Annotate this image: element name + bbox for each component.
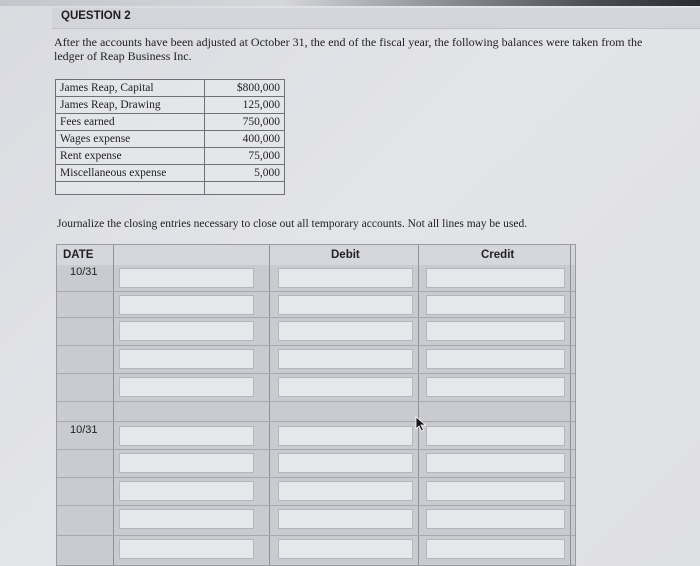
debit-field[interactable] (278, 509, 413, 529)
account-field[interactable] (119, 295, 254, 315)
question-header (52, 8, 700, 29)
account-field[interactable] (119, 268, 254, 288)
window-top-edge (0, 0, 700, 6)
balance-row-empty (56, 182, 285, 195)
entry-date: 10/31 (70, 266, 98, 278)
account-name: Miscellaneous expense (56, 165, 205, 182)
row-divider (57, 345, 575, 346)
account-name: Rent expense (56, 148, 205, 165)
account-field[interactable] (119, 453, 254, 473)
journal-entry-table (56, 244, 576, 566)
column-divider (570, 245, 571, 565)
debit-field[interactable] (278, 349, 413, 369)
balances-table (55, 79, 285, 195)
credit-column-header: Credit (481, 249, 515, 261)
question-title: QUESTION 2 (61, 10, 131, 22)
column-divider (269, 245, 270, 565)
row-divider (57, 477, 575, 478)
credit-field[interactable] (426, 377, 565, 397)
row-divider (57, 401, 575, 402)
debit-field[interactable] (278, 453, 413, 473)
column-divider (418, 245, 419, 565)
account-balance: 750,000 (205, 114, 285, 131)
account-balance: 75,000 (205, 148, 285, 165)
balance-row (56, 165, 285, 182)
credit-field[interactable] (426, 426, 565, 446)
balance-row (56, 80, 285, 97)
credit-field[interactable] (426, 268, 565, 288)
account-balance: 125,000 (205, 97, 285, 114)
debit-field[interactable] (278, 481, 413, 501)
credit-field[interactable] (426, 509, 565, 529)
balance-row (56, 97, 285, 114)
mouse-pointer-icon (415, 416, 429, 432)
row-divider (57, 291, 575, 292)
credit-field[interactable] (426, 453, 565, 473)
credit-field[interactable] (426, 349, 565, 369)
instruction-text: Journalize the closing entries necessary to close out all temporary accounts. Not all lines may be used. (57, 218, 528, 230)
debit-field[interactable] (278, 295, 413, 315)
entry-date: 10/31 (70, 424, 98, 436)
account-name: James Reap, Drawing (56, 97, 205, 114)
credit-field[interactable] (426, 539, 565, 559)
journal-header-row (57, 245, 575, 265)
column-divider (113, 245, 114, 565)
debit-field[interactable] (278, 377, 413, 397)
row-divider (57, 449, 575, 450)
credit-field[interactable] (426, 481, 565, 501)
row-divider (57, 317, 575, 318)
account-name: Fees earned (56, 114, 205, 131)
account-balance: $800,000 (205, 80, 285, 97)
balance-row (56, 114, 285, 131)
balance-row (56, 131, 285, 148)
account-field[interactable] (119, 377, 254, 397)
debit-column-header: Debit (331, 249, 360, 261)
account-balance: 400,000 (205, 131, 285, 148)
debit-field[interactable] (278, 539, 413, 559)
empty-cell (205, 182, 285, 195)
account-field[interactable] (119, 509, 254, 529)
debit-field[interactable] (278, 268, 413, 288)
empty-cell (56, 182, 205, 195)
debit-field[interactable] (278, 321, 413, 341)
credit-field[interactable] (426, 295, 565, 315)
account-field[interactable] (119, 481, 254, 501)
account-field[interactable] (119, 321, 254, 341)
debit-field[interactable] (278, 426, 413, 446)
account-name: Wages expense (56, 131, 205, 148)
question-intro: After the accounts have been adjusted at October 31, the end of the fiscal year, the following balances were taken from the ledger of Reap Business Inc. (54, 35, 643, 63)
account-field[interactable] (119, 539, 254, 559)
account-name: James Reap, Capital (56, 80, 205, 97)
row-divider (57, 535, 575, 536)
account-field[interactable] (119, 426, 254, 446)
credit-field[interactable] (426, 321, 565, 341)
balance-row (56, 148, 285, 165)
row-divider (57, 373, 575, 374)
row-divider (57, 421, 575, 422)
date-column-header: DATE (63, 249, 94, 261)
row-divider (57, 505, 575, 506)
account-balance: 5,000 (205, 165, 285, 182)
account-field[interactable] (119, 349, 254, 369)
